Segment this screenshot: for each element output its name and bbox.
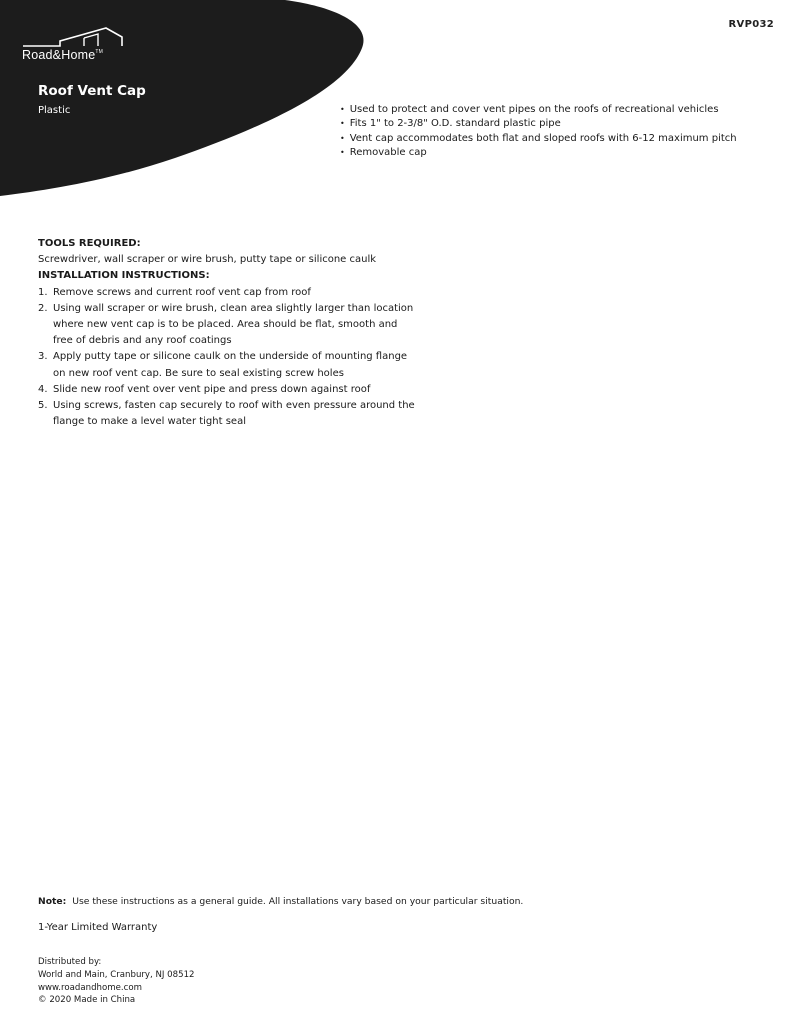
step-number: 3. — [38, 351, 48, 363]
trademark-mark: TM — [95, 49, 103, 55]
step-text: Using screws, fasten cap securely to roof with even pressure around the flange to make a level water tight seal — [53, 400, 415, 428]
warranty-text: 1-Year Limited Warranty — [38, 922, 158, 933]
step-number: 4. — [38, 383, 48, 395]
feature-item: • Used to protect and cover vent pipes on the roofs of recreational vehicles — [340, 103, 737, 117]
step-text: Remove screws and current roof vent cap from roof — [53, 286, 311, 298]
feature-item: • Fits 1" to 2-3/8" O.D. standard plastic pipe — [340, 117, 737, 131]
tools-heading: TOOLS REQUIRED: — [38, 238, 141, 249]
sku-code: RVP032 — [728, 19, 774, 30]
brand-name: Road&Home — [22, 48, 96, 62]
step-text: Using wall scraper or wire brush, clean area slightly larger than location where new vent cap is to be placed. Area should be flat, smooth and free of debris and any roof coatings — [53, 302, 414, 347]
installation-step — [38, 301, 418, 350]
note — [38, 896, 523, 907]
installation-steps — [38, 285, 418, 431]
step-text: Apply putty tape or silicone caulk on the underside of mounting flange on new roof vent cap. Be sure to seal existing screw holes — [53, 351, 408, 379]
step-number: 5. — [38, 400, 48, 412]
brand-logo — [20, 24, 130, 66]
note-label: Note: — [38, 896, 67, 907]
installation-step — [38, 285, 418, 301]
installation-step — [38, 349, 418, 381]
distributor-address: World and Main, Cranbury, NJ 08512 — [38, 969, 195, 980]
installation-heading: INSTALLATION INSTRUCTIONS: — [38, 270, 210, 282]
distributed-by-label: Distributed by: — [38, 957, 102, 967]
note-text: Use these instructions as a general guide. All installations vary based on your particular situation. — [72, 896, 524, 907]
step-number: 2. — [38, 302, 48, 314]
copyright-text: © 2020 Made in China — [38, 995, 136, 1006]
instructions-section — [38, 236, 418, 430]
feature-item: • Vent cap accommodates both flat and sloped roofs with 6-12 maximum pitch — [340, 132, 737, 146]
house-roof-icon — [20, 24, 130, 50]
step-text: Slide new roof vent over vent pipe and press down against roof — [53, 383, 371, 395]
step-number: 1. — [38, 286, 48, 298]
tools-text: Screwdriver, wall scraper or wire brush, putty tape or silicone caulk — [38, 254, 377, 266]
distributor-info — [38, 956, 195, 1007]
product-material: Plastic — [38, 105, 71, 116]
feature-item: • Removable cap — [340, 146, 737, 160]
installation-step — [38, 382, 418, 398]
product-title: Roof Vent Cap — [38, 83, 146, 99]
installation-step — [38, 398, 418, 430]
feature-list — [340, 103, 737, 160]
website-text: www.roadandhome.com — [38, 982, 142, 993]
